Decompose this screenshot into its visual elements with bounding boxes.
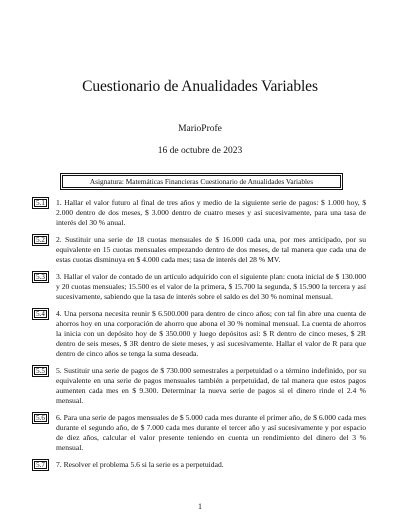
problem-number: 5.2 — [34, 236, 47, 244]
problem-number-box — [32, 308, 49, 320]
problem-number: 5.6 — [34, 414, 47, 422]
problem-number: 5.3 — [34, 273, 47, 281]
problem-number: 5.1 — [34, 199, 47, 207]
problem-text: 2. Sustituir una serie de 18 cuotas mensuales de $ 16.000 cada una, por mes anticipado, por su equivalente en 15 cuotas mensuales empezando dentro de dos meses, de tal manera que cada una de estas cuotas disminuya en $ 4.000 cada mes; tasa de interés del 28 % MV. — [56, 235, 366, 265]
problem-number: 5.4 — [34, 310, 47, 318]
problem-number-box — [32, 459, 49, 471]
document-title: Cuestionario de Anualidades Variables — [82, 78, 318, 95]
subject-text: Asignatura: Matemáticas Financieras Cuestionario de Anualidades Variables — [62, 175, 341, 188]
problem-text: 4. Una persona necesita reunir $ 6.500.000 para dentro de cinco años; con tal fin abre una cuenta de ahorros hoy en una corporación de ahorro que abona el 30 % nominal mensual. La cuenta de ahorros la inicia con un depósito hoy de $ 350.000 y luego depósitos así: $ R dentro de cinco meses, $ 2R dentro de seis meses, $ 3R dentro de siete meses, y así sucesivamente. Hallar el valor de R para que dentro de cinco años se tenga la suma deseada. — [56, 309, 366, 359]
problem-text: 3. Hallar el valor de contado de un artículo adquirido con el siguiente plan: cuota inicial de $ 130.000 y 20 cuotas mensuales; 15.500 es el valor de la primera, $ 15.700 la segunda, $ 15.900 la tercera y así sucesivamente, sabiendo que la tasa de interés sobre el saldo es del 30 % nominal mensual. — [56, 272, 366, 302]
problem-number-box — [32, 197, 49, 209]
problem-number: 5.5 — [34, 367, 47, 375]
problem-text: 5. Sustituir una serie de pagos de $ 730.000 semestrales a perpetuidad o a término indefinido, por su equivalente en una serie de pagos mensuales también a perpetuidad, de tal manera que estos pagos aumenten cada mes en $ 9.300. Determinar la nueva serie de pagos si el dinero rinde el 2.4 % mensual. — [56, 366, 366, 406]
document-author: MarioProfe — [178, 124, 222, 134]
subject-box — [60, 173, 343, 190]
problem-number: 5.7 — [34, 461, 47, 469]
page-number: 1 — [198, 502, 202, 511]
document-date: 16 de octubre de 2023 — [157, 146, 243, 156]
problem-number-box — [32, 271, 49, 283]
problem-number-box — [32, 412, 49, 424]
problem-text: 6. Para una serie de pagos mensuales de $ 5.000 cada mes durante el primer año, de $ 6.000 cada mes durante el segundo año, de $ 7.000 cada mes durante el tercer año y así sucesivamente y por espacio de diez años, calcular el valor presente teniendo en cuenta un rendimiento del dinero del 3 % mensual. — [56, 413, 366, 453]
problem-number-box — [32, 365, 49, 377]
problem-text: 7. Resolver el problema 5.6 si la serie es a perpetuidad. — [56, 460, 224, 469]
problem-number-box — [32, 234, 49, 246]
problem-text: 1. Hallar el valor futuro al final de tres años y medio de la siguiente serie de pagos: $ 1.000 hoy, $ 2.000 dentro de dos meses, $ 3.000 dentro de cuatro meses y así sucesivamente, para una tasa de interés del 30 % anual. — [56, 198, 366, 228]
